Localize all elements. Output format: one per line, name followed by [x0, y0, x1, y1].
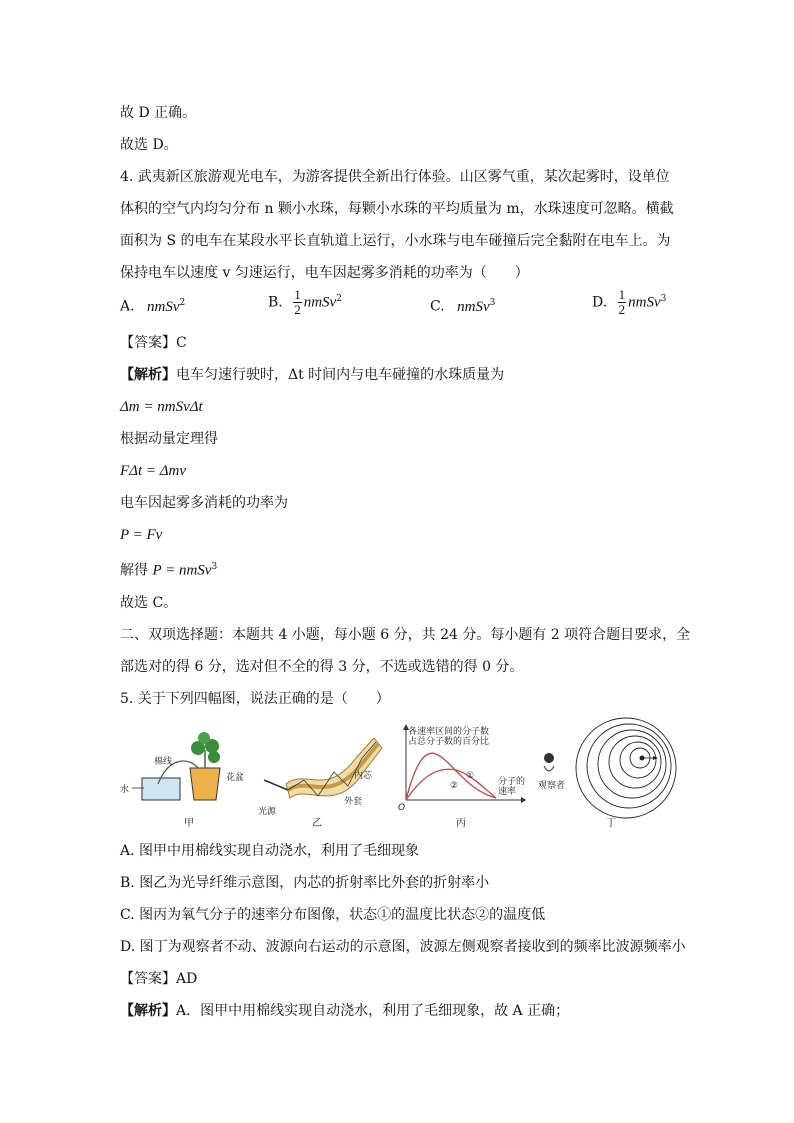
question-4-stem: 体积的空气内均匀分布 n 颗小水珠，每颗小水珠的平均质量为 m，水珠速度可忽略。横截 — [120, 201, 674, 217]
label-observer: 观察者 — [538, 781, 566, 791]
equation: FΔt = Δmv — [120, 463, 187, 479]
text-prefix: 解得 — [120, 562, 153, 579]
caption-jia: 甲 — [184, 818, 194, 828]
analysis-text: A．图甲中用棉线实现自动浇水，利用了毛细现象，故 A 正确； — [176, 1003, 570, 1019]
question-4-stem: 面积为 S 的电车在某段水平长直轨道上运行，小水珠与电车碰撞后完全黏附在电车上。为 — [120, 233, 671, 249]
option-expr: nmSv — [457, 298, 490, 315]
option-d — [592, 288, 666, 317]
fraction-denominator: 2 — [618, 302, 626, 317]
option-label: D. — [592, 294, 608, 311]
analysis-label: 【解析】 — [120, 1003, 176, 1019]
fraction-half — [293, 288, 302, 317]
caption-yi: 乙 — [312, 818, 322, 828]
observer-head-icon — [544, 753, 554, 763]
option-expr: nmSv — [303, 294, 337, 311]
figure-bing — [396, 720, 536, 828]
flower-pot — [190, 768, 220, 800]
option-label: A. — [120, 298, 135, 315]
option-b — [268, 288, 342, 317]
exponent: 3 — [660, 293, 667, 304]
option-a — [120, 294, 185, 316]
option-expr: nmSv — [147, 298, 180, 315]
fiber-cladding — [286, 738, 382, 798]
xlabel-line1: 分子的 — [498, 777, 526, 787]
question-4-stem: 保持电车以速度 v 匀速运行，电车因起雾多消耗的功率为（ ） — [120, 265, 529, 281]
label-pot: 花盆 — [226, 773, 245, 783]
text-line: 故 D 正确。 — [120, 105, 197, 121]
option-a-q5: A. 图甲中用棉线实现自动浇水，利用了毛细现象 — [120, 843, 420, 859]
analysis-text: 电车匀速行驶时，Δt 时间内与电车碰撞的水珠质量为 — [176, 367, 505, 383]
option-label: B. — [268, 294, 283, 311]
caption-ding: 丁 — [606, 818, 616, 828]
equation: P = Fv — [120, 527, 163, 543]
fraction-half — [618, 288, 627, 317]
exponent: 2 — [179, 298, 186, 308]
text-line: 故选 D。 — [120, 137, 178, 153]
observer-body-icon — [544, 766, 554, 771]
state-1-label: ① — [466, 771, 475, 781]
section-heading: 部选对的得 6 分，选对但不全的得 3 分，不选或选错的得 0 分。 — [120, 659, 524, 675]
figure-yi — [256, 728, 396, 828]
figure-jia — [118, 728, 258, 828]
exponent: 3 — [211, 562, 218, 572]
analysis — [120, 366, 504, 384]
label-cladding: 外套 — [344, 797, 363, 807]
fraction-numerator: 1 — [618, 287, 626, 302]
exponent: 2 — [336, 293, 342, 304]
exponent: 3 — [489, 298, 496, 308]
text-line: 根据动量定理得 — [120, 431, 218, 447]
answer: 【答案】C — [120, 335, 187, 351]
light-source — [264, 780, 288, 790]
state-2-label: ② — [450, 781, 459, 791]
leaf — [198, 732, 210, 744]
text-line: 电车因起雾多消耗的功率为 — [120, 495, 288, 511]
x-arrow — [521, 797, 526, 803]
option-c-q5: C. 图丙为氧气分子的速率分布图像，状态①的温度比状态②的温度低 — [120, 907, 546, 923]
question-4-stem: 4. 武夷新区旅游观光电车，为游客提供全新出行体验。山区雾气重，某次起雾时，设单位 — [120, 169, 670, 185]
option-d-q5: D. 图丁为观察者不动、波源向右运动的示意图，波源左侧观察者接收到的频率比波源频率小 — [120, 939, 686, 955]
label-source: 光源 — [258, 807, 277, 817]
ylabel-line2: 占总分子数的百分比 — [408, 737, 490, 747]
label-water: 水 — [120, 785, 130, 795]
ylabel-line1: 各速率区间的分子数 — [408, 727, 490, 737]
origin-label: O — [398, 803, 406, 813]
section-heading: 二、双项选择题：本题共 4 小题，每小题 6 分，共 24 分。每小题有 2 项符合题目要求，全 — [120, 627, 691, 643]
wavefronts — [576, 718, 676, 818]
option-b-q5: B. 图乙为光导纤维示意图，内芯的折射率比外套的折射率小 — [120, 875, 490, 891]
label-core: 内芯 — [354, 771, 373, 781]
answer: 【答案】AD — [120, 971, 198, 987]
curve-state-1 — [406, 753, 496, 800]
analysis — [120, 1002, 569, 1020]
question-5-stem: 5. 关于下列四幅图，说法正确的是（ ） — [120, 691, 390, 707]
option-expr: nmSv — [628, 294, 661, 311]
label-cotton: 棉线 — [154, 757, 173, 767]
text-line — [120, 558, 217, 580]
caption-bing: 丙 — [456, 818, 466, 828]
analysis-label: 【解析】 — [120, 367, 176, 383]
water-container — [142, 778, 180, 800]
wave-source — [640, 756, 645, 761]
equation: Δm = nmSvΔt — [120, 399, 203, 415]
option-c — [430, 294, 495, 316]
option-label: C. — [430, 298, 445, 315]
equation: P = nmSv — [152, 562, 212, 579]
fraction-numerator: 1 — [294, 287, 301, 302]
fraction-denominator: 2 — [294, 302, 301, 317]
figure-ding — [534, 716, 684, 828]
xlabel-line2: 速率 — [498, 787, 517, 797]
text-line: 故选 C。 — [120, 595, 178, 611]
leaf — [208, 751, 220, 763]
